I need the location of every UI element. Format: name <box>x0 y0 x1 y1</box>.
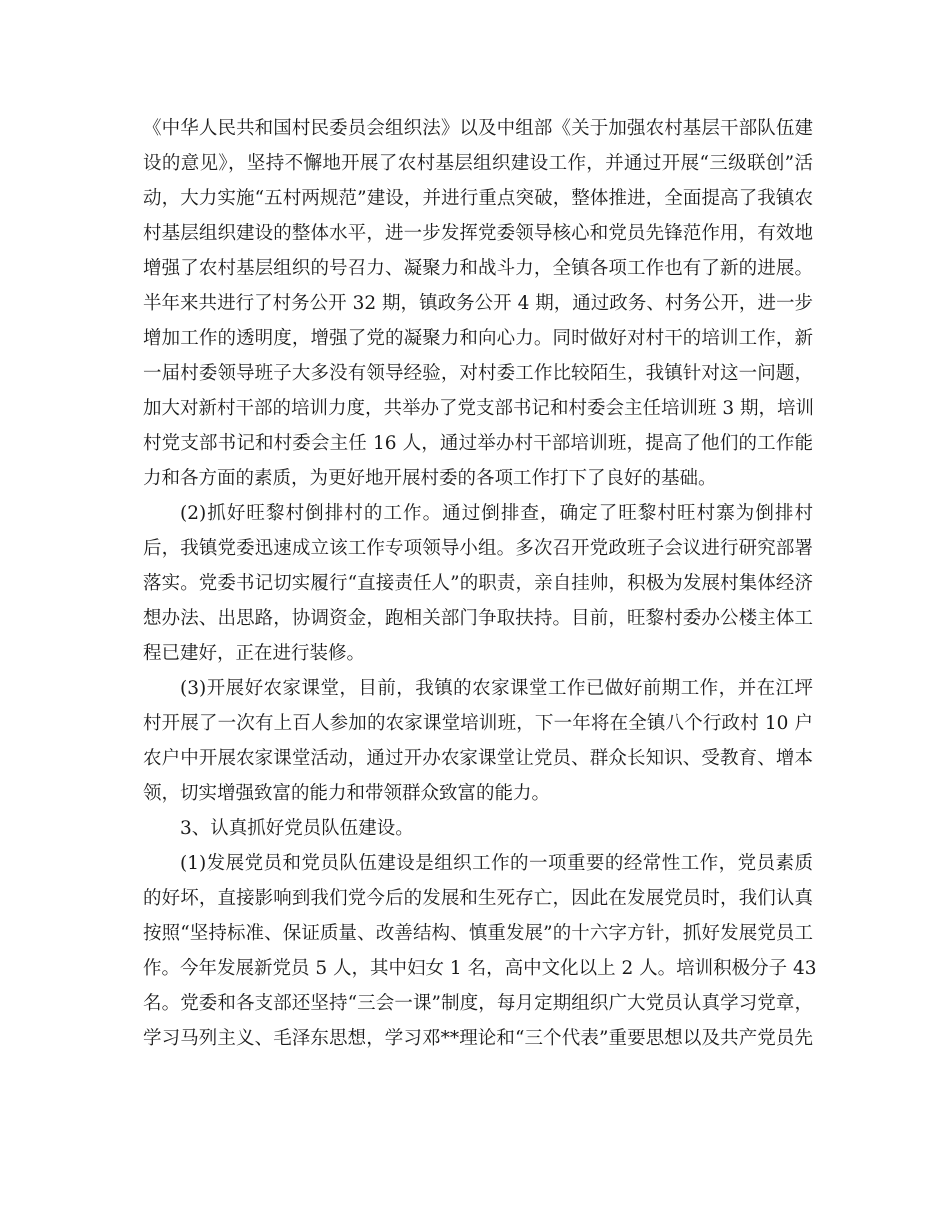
text-line: 后，我镇党委迅速成立该工作专项领导小组。多次召开党政班子会议进行研究部署 <box>143 538 813 559</box>
text-line: 《中华人民共和国村民委员会组织法》以及中组部《关于加强农村基层干部队伍建 <box>143 118 813 139</box>
text-line: (1)发展党员和党员队伍建设是组织工作的一项重要的经常性工作，党员素质 <box>180 853 813 874</box>
text-line: 村基层组织建设的整体水平，进一步发挥党委领导核心和党员先锋范作用，有效地 <box>143 223 813 244</box>
text-line: 3、认真抓好党员队伍建设。 <box>180 818 414 839</box>
text-line: 动，大力实施“五村两规范”建设，并进行重点突破，整体推进，全面提高了我镇农 <box>143 188 813 209</box>
document-body <box>143 111 817 1056</box>
text-line: 农户中开展农家课堂活动，通过开办农家课堂让党员、群众长知识、受教育、增本 <box>143 748 813 769</box>
text-line: 增强了农村基层组织的号召力、凝聚力和战斗力，全镇各项工作也有了新的进展。 <box>143 258 813 279</box>
text-line: 学习马列主义、毛泽东思想，学习邓**理论和“三个代表”重要思想以及共产党员先 <box>143 1028 813 1049</box>
text-line: 增加工作的透明度，增强了党的凝聚力和向心力。同时做好对村干的培训工作，新 <box>143 328 813 349</box>
text-line: 作。今年发展新党员 5 人，其中妇女 1 名，高中文化以上 2 人。培训积极分子 43 <box>143 958 817 979</box>
text-line: 名。党委和各支部还坚持“三会一课”制度，每月定期组织广大党员认真学习党章， <box>143 993 813 1014</box>
text-line: 落实。党委书记切实履行“直接责任人”的职责，亲自挂帅，积极为发展村集体经济 <box>143 573 813 594</box>
text-line: 的好坏，直接影响到我们党今后的发展和生死存亡，因此在发展党员时，我们认真 <box>143 888 813 909</box>
text-line: (3)开展好农家课堂，目前，我镇的农家课堂工作已做好前期工作，并在江坪 <box>180 678 813 699</box>
text-line: 村党支部书记和村委会主任 16 人，通过举办村干部培训班，提高了他们的工作能 <box>143 433 813 454</box>
text-line: 按照“坚持标准、保证质量、改善结构、慎重发展”的十六字方针，抓好发展党员工 <box>143 923 813 944</box>
text-line: 一届村委领导班子大多没有领导经验，对村委工作比较陌生，我镇针对这一问题， <box>143 363 813 384</box>
text-line: 领，切实增强致富的能力和带领群众致富的能力。 <box>143 783 551 804</box>
text-line: 半年来共进行了村务公开 32 期，镇政务公开 4 期，通过政务、村务公开，进一步 <box>143 293 813 314</box>
text-line: 村开展了一次有上百人参加的农家课堂培训班，下一年将在全镇八个行政村 10 户 <box>143 713 813 734</box>
text-line: (2)抓好旺黎村倒排村的工作。通过倒排查，确定了旺黎村旺村寨为倒排村 <box>180 503 813 524</box>
text-line: 想办法、出思路，协调资金，跑相关部门争取扶持。目前，旺黎村委办公楼主体工 <box>143 608 813 629</box>
text-line: 设的意见》，坚持不懈地开展了农村基层组织建设工作，并通过开展“三级联创”活 <box>143 153 813 174</box>
text-line: 程已建好，正在进行装修。 <box>143 643 366 664</box>
text-line: 力和各方面的素质，为更好地开展村委的各项工作打下了良好的基础。 <box>143 468 717 489</box>
text-line: 加大对新村干部的培训力度，共举办了党支部书记和村委会主任培训班 3 期，培训 <box>143 398 815 419</box>
